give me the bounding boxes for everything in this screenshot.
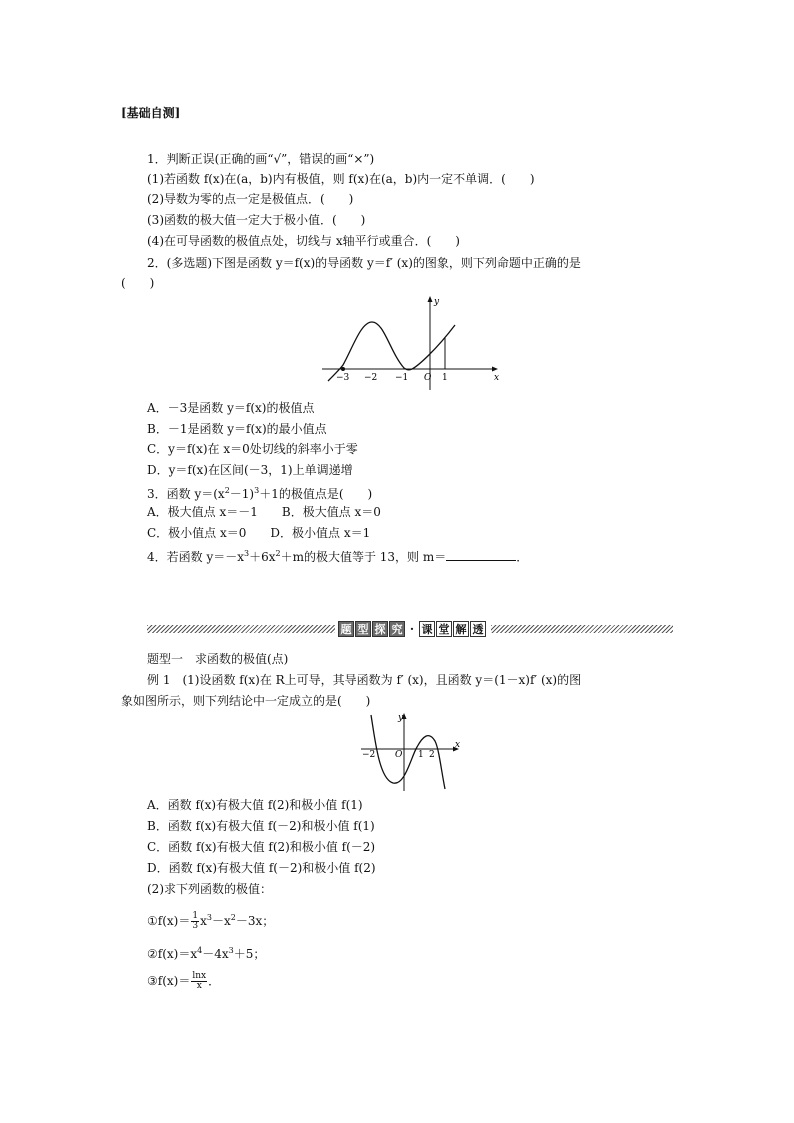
q2-graph-tick-1: 1 bbox=[442, 373, 448, 383]
q2-graph-tick-m3: −3 bbox=[336, 373, 350, 383]
ex1-graph-tick-m2: −2 bbox=[362, 750, 376, 760]
ex1-graph-tick-2: 2 bbox=[429, 750, 435, 760]
ex1-part-2: (2)求下列函数的极值： bbox=[147, 882, 272, 896]
q2-option-c: C．y＝f(x)在 x＝0处切线的斜率小于零 bbox=[147, 442, 358, 456]
q2-stem: 2．(多选题)下图是函数 y＝f(x)的导函数 y＝f′ (x)的图象，则下列命题中正确的是 bbox=[147, 256, 581, 270]
q4-answer-blank[interactable] bbox=[446, 548, 516, 561]
banner-char-6: 堂 bbox=[436, 621, 452, 637]
ex1-option-c: C．函数 f(x)有极大值 f(2)和极小值 f(－2) bbox=[147, 840, 376, 854]
ex1-graph bbox=[357, 709, 465, 793]
section-banner bbox=[147, 621, 673, 637]
ex1-line-2: 象如图所示，则下列结论中一定成立的是( ) bbox=[121, 694, 371, 708]
q1-item-3: (3)函数的极大值一定大于极小值．( ) bbox=[147, 213, 366, 227]
banner-char-2: 型 bbox=[355, 621, 371, 637]
function-1: ①f(x)＝ $\frac{1}{3}$ $x^3-x^2-3x$； bbox=[147, 911, 275, 931]
banner-char-3: 探 bbox=[372, 621, 388, 637]
q2-option-d: D．y＝f(x)在区间(－3，1)上单调递增 bbox=[147, 463, 353, 477]
q2-graph-y-label: y bbox=[434, 297, 440, 307]
q1-item-4: (4)在可导函数的极值点处，切线与 x轴平行或重合．( ) bbox=[147, 234, 460, 248]
q3-stem: 3．函数 $y=(x^2-1)^3+1$的极值点是( ) bbox=[147, 486, 373, 501]
banner-char-7: 解 bbox=[453, 621, 469, 637]
ex1-graph-y-label: y bbox=[398, 713, 404, 723]
banner-char-5: 课 bbox=[419, 621, 435, 637]
q4-stem: 4．若函数 $y=-x^3+6x^2+m$的极大值等于 13，则 m＝ ． bbox=[147, 549, 529, 564]
q2-graph-x-label: x bbox=[494, 373, 500, 383]
ex1-option-a: A．函数 f(x)有极大值 f(2)和极小值 f(1) bbox=[147, 798, 363, 812]
ex1-option-d: D．函数 f(x)有极大值 f(－2)和极小值 f(2) bbox=[147, 861, 376, 875]
banner-dot: · bbox=[409, 622, 415, 636]
q3-options-row-1: A．极大值点 x＝－1 B．极大值点 x＝0 bbox=[147, 505, 381, 519]
ex1-graph-x-label: x bbox=[455, 740, 461, 750]
function-2: $②f(x)=x^4-4x^3+5$； bbox=[147, 946, 266, 961]
ex1-option-b: B．函数 f(x)有极大值 f(－2)和极小值 f(1) bbox=[147, 819, 375, 833]
q3-options-row-2: C．极小值点 x＝0 D．极小值点 x＝1 bbox=[147, 526, 371, 540]
q2-option-b: B．－1是函数 y＝f(x)的最小值点 bbox=[147, 422, 327, 436]
banner-char-8: 透 bbox=[470, 621, 486, 637]
section-heading: [基础自测] bbox=[121, 106, 181, 120]
q2-derivative-graph bbox=[318, 292, 508, 392]
ex1-line-1: 例 1 (1)设函数 f(x)在 R上可导，其导函数为 f′ (x)，且函数 y＝(1－x)f′ (x)的图 bbox=[147, 673, 582, 687]
ex1-graph-origin: O bbox=[395, 750, 403, 760]
q1-item-1: (1)若函数 f(x)在(a，b)内有极值，则 f(x)在(a，b)内一定不单调．( ) bbox=[147, 172, 535, 186]
q2-graph-tick-m2: −2 bbox=[364, 373, 378, 383]
q1-item-2: (2)导数为零的点一定是极值点．( ) bbox=[147, 192, 354, 206]
q2-graph-tick-m1: −1 bbox=[395, 373, 409, 383]
q1-stem: 1．判断正误(正确的画“√”，错误的画“×”) bbox=[147, 152, 375, 166]
type1-title: 题型一 求函数的极值(点) bbox=[147, 652, 289, 666]
ex1-graph-tick-1: 1 bbox=[418, 750, 424, 760]
function-3: ③f(x)＝ $\frac{\ln x}{x}$ ． bbox=[147, 971, 221, 991]
banner-char-1: 题 bbox=[338, 621, 354, 637]
q2-option-a: A．－3是函数 y＝f(x)的极值点 bbox=[147, 401, 315, 415]
q2-stem-paren: ( ) bbox=[121, 276, 155, 290]
q2-graph-origin: O bbox=[424, 373, 432, 383]
banner-char-4: 究 bbox=[389, 621, 405, 637]
